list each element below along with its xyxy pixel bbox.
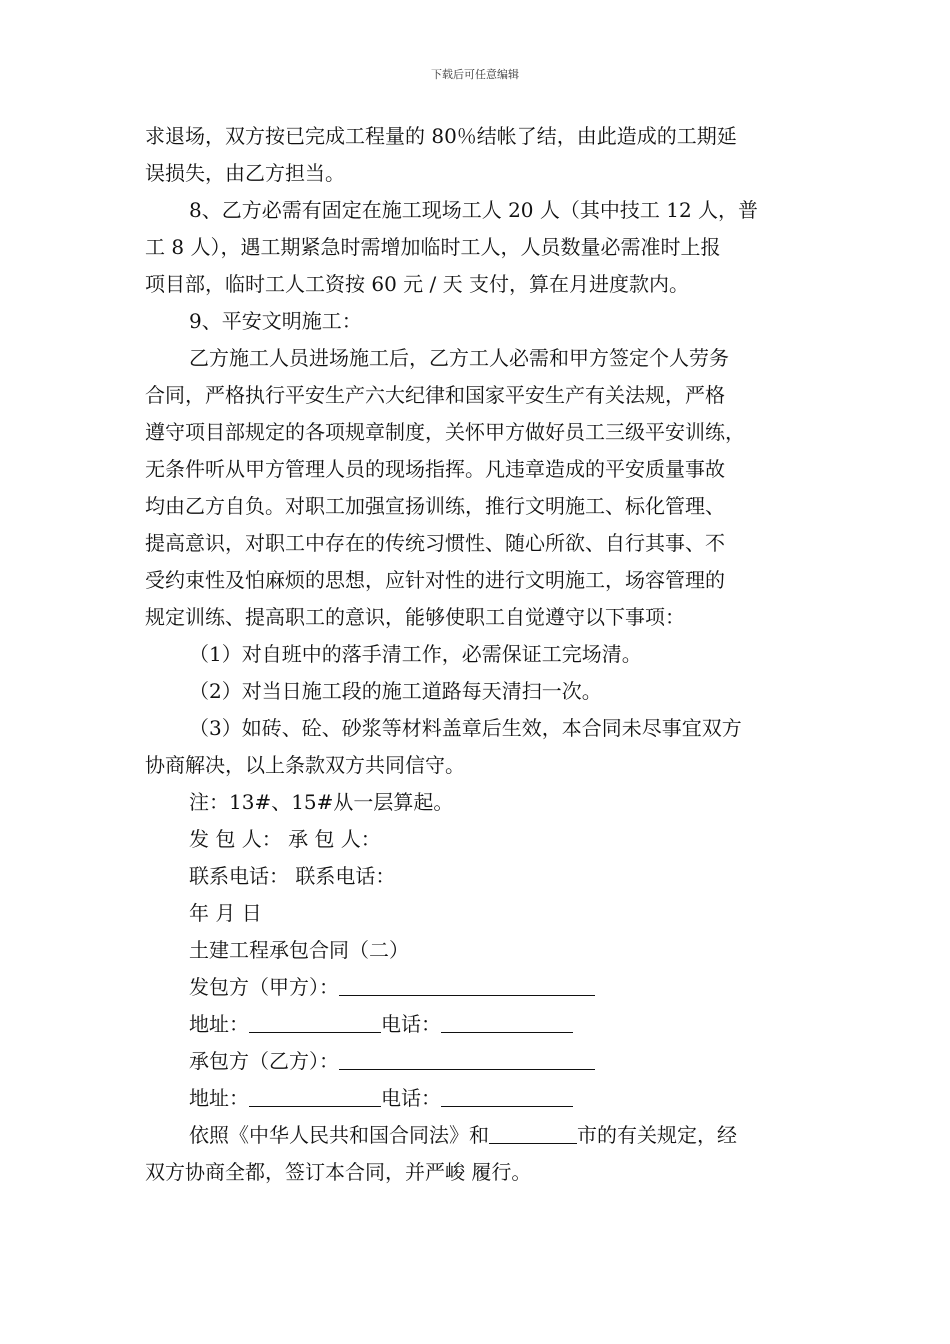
text-line: 均由乙方自负。对职工加强宣扬训练，推行文明施工、标化管理、	[145, 494, 725, 518]
basis-after: 市的有关规定，经	[577, 1123, 737, 1147]
party-a-label: 发包方（甲方）：	[189, 975, 339, 999]
text-line: 规定训练、提高职工的意识，能够使职工自觉遵守以下事项：	[145, 605, 685, 629]
text-line: （2）对当日施工段的施工道路每天清扫一次。	[189, 679, 602, 703]
text-line: 提高意识，对职工中存在的传统习惯性、随心所欲、自行其事、不	[145, 531, 725, 555]
phone-label-b: 电话：	[381, 1086, 441, 1110]
phone-label-a: 电话：	[381, 1012, 441, 1036]
text-line: 9、平安文明施工：	[189, 309, 362, 333]
text-line: 无条件听从甲方管理人员的现场指挥。凡违章造成的平安质量事故	[145, 457, 725, 481]
address-blank-a	[249, 1010, 381, 1033]
page-header: 下载后可任意编辑	[431, 68, 519, 81]
text-line: 遵守项目部规定的各项规章制度，关怀甲方做好员工三级平安训练，	[145, 420, 745, 444]
text-line: 土建工程承包合同（二）	[189, 938, 409, 962]
text-line: 乙方施工人员进场施工后，乙方工人必需和甲方签定个人劳务	[189, 346, 729, 370]
address-phone-line-a	[145, 1006, 815, 1043]
document-body	[145, 118, 815, 1191]
text-line: 年 月 日	[189, 901, 262, 925]
address-phone-line-b	[145, 1080, 815, 1117]
text-line: 误损失，由乙方担当。	[145, 161, 345, 185]
text-line: 8、乙方必需有固定在施工现场工人 20 人（其中技工 12 人，普	[189, 198, 759, 222]
phone-blank-a	[441, 1010, 573, 1033]
basis-line	[145, 1117, 815, 1154]
text-line: 协商解决，以上条款双方共同信守。	[145, 753, 465, 777]
party-b-label: 承包方（乙方）：	[189, 1049, 339, 1073]
phone-blank-b	[441, 1084, 573, 1107]
text-line: 注：13#、15#从一层算起。	[189, 790, 454, 814]
text-line: 项目部，临时工人工资按 60 元 / 天 支付，算在月进度款内。	[145, 272, 689, 296]
party-b-line	[145, 1043, 815, 1080]
party-a-line	[145, 969, 815, 1006]
address-label-a: 地址：	[189, 1012, 249, 1036]
text-line: （1）对自班中的落手清工作，必需保证工完场清。	[189, 642, 642, 666]
address-label-b: 地址：	[189, 1086, 249, 1110]
text-line: 受约束性及怕麻烦的思想，应针对性的进行文明施工，场容管理的	[145, 568, 725, 592]
address-blank-b	[249, 1084, 381, 1107]
basis-before: 依照《中华人民共和国合同法》和	[189, 1123, 489, 1147]
closing-line: 双方协商全都，签订本合同，并严峻 履行。	[145, 1160, 532, 1184]
text-line: 发 包 人： 承 包 人：	[189, 827, 381, 851]
text-line: 合同，严格执行平安生产六大纪律和国家平安生产有关法规，严格	[145, 383, 725, 407]
text-line: 联系电话： 联系电话：	[189, 864, 396, 888]
party-b-blank	[339, 1047, 595, 1070]
text-line: （3）如砖、砼、砂浆等材料盖章后生效，本合同未尽事宜双方	[189, 716, 742, 740]
text-line: 工 8 人），遇工期紧急时需增加临时工人，人员数量必需准时上报	[145, 235, 721, 259]
city-blank	[489, 1121, 577, 1144]
clause-lines	[145, 118, 815, 969]
text-line: 求退场，双方按已完成工程量的 80％结帐了结，由此造成的工期延	[145, 124, 737, 148]
party-a-blank	[339, 973, 595, 996]
